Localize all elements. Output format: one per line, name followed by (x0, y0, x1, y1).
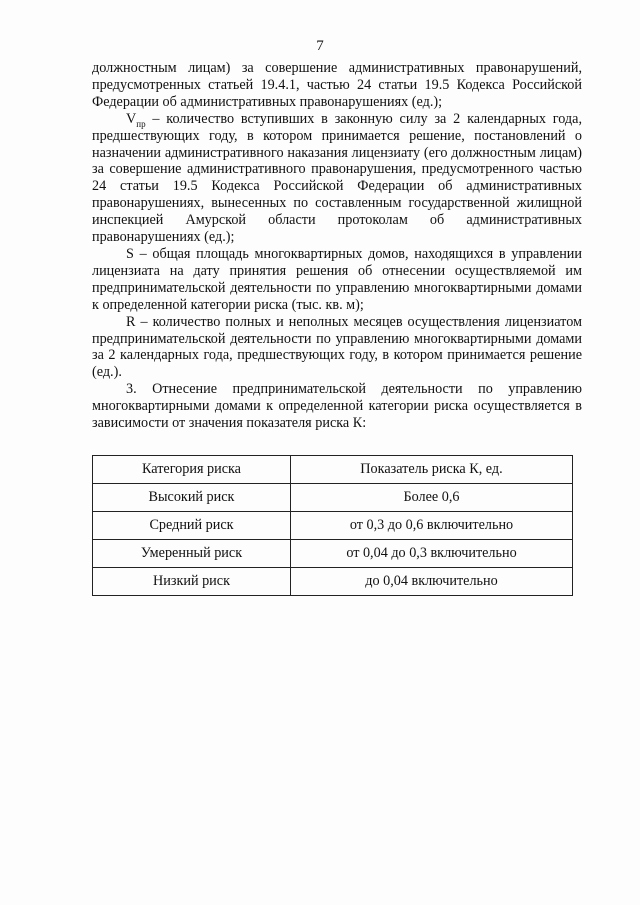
table-cell-indicator: от 0,3 до 0,6 включительно (291, 512, 573, 540)
table-row (93, 484, 573, 512)
v-subscript: пр (136, 118, 146, 129)
paragraph-v-definition (92, 111, 582, 246)
paragraph-risk-category: 3. Отнесение предпринимательской деятельности по управлению многоквартирными домами к определенной категории риска осуществляется в зависимости от значения показателя риска К: (92, 381, 582, 432)
table-cell-category: Низкий риск (93, 568, 291, 596)
table-row (93, 540, 573, 568)
table-cell-category: Умеренный риск (93, 540, 291, 568)
paragraph-s-definition: S – общая площадь многоквартирных домов, находящихся в управлении лицензиата на дату принятия решения об отнесении осуществляемой им предпринимательской деятельности по управлению многоквартирными домами к определенной категории риска (тыс. кв. м); (92, 245, 582, 313)
table-cell-category: Средний риск (93, 512, 291, 540)
table-header-cell: Показатель риска К, ед. (291, 456, 573, 484)
paragraph-r-definition: R – количество полных и неполных месяцев осуществления лицензиатом предпринимательской деятельности по управлению многоквартирными домами за 2 календарных года, предшествующих году, в котором принимается решение (ед.). (92, 313, 582, 381)
v-symbol: V (126, 110, 137, 127)
page-number: 7 (316, 38, 324, 54)
table-cell-indicator: Более 0,6 (291, 484, 573, 512)
table-cell-indicator: до 0,04 включительно (291, 568, 573, 596)
body-text (92, 60, 582, 432)
risk-category-table (92, 455, 573, 596)
v-definition-text: – количество вступивших в законную силу за 2 календарных года, предшествующих году, в котором принимается решение, постановлений о назначении административного наказания лицензиату (его должностным лицам) за совершение административного правонарушения, предусмотренного частью 24 статьи 19.5 Кодекса Российской Федерации об административных правонарушениях, вынесенных по составленным государственной жилищной инспекцией Амурской области протоколам об административных правонарушениях (ед.); (92, 110, 582, 246)
paragraph-continuation: должностным лицам) за совершение административных правонарушений, предусмотренных статьей 19.4.1, частью 24 статьи 19.5 Кодекса Российской Федерации об административных правонарушениях (ед.); (92, 60, 582, 110)
table-cell-indicator: от 0,04 до 0,3 включительно (291, 540, 573, 568)
table-header-row (93, 456, 573, 484)
table-header-cell: Категория риска (93, 456, 291, 484)
table-row (93, 568, 573, 596)
table-row (93, 512, 573, 540)
table-cell-category: Высокий риск (93, 484, 291, 512)
